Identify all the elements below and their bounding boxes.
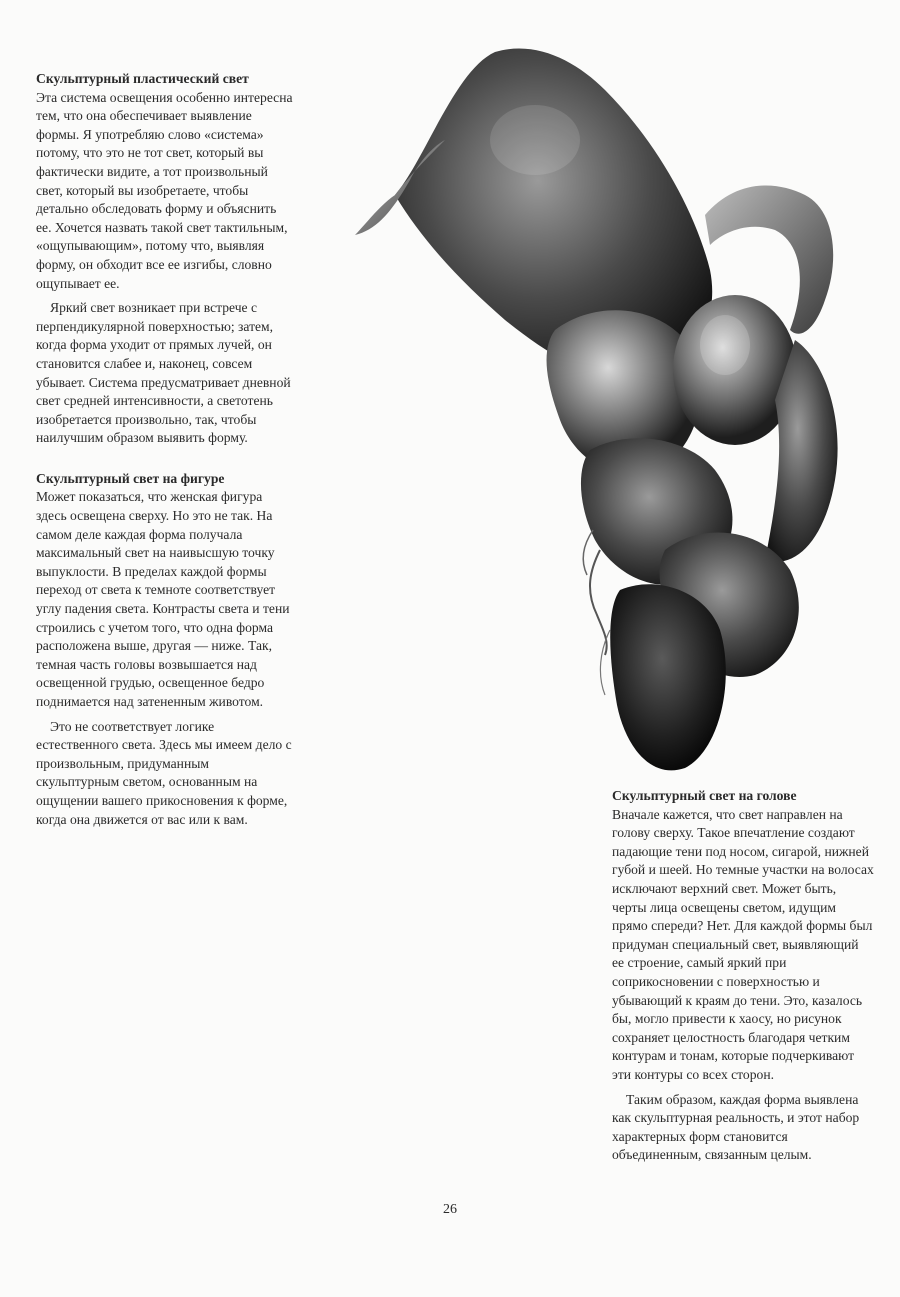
- page-number: 26: [443, 1202, 457, 1217]
- paragraph: Вначале кажется, что свет направлен на голову сверху. Такое впечатление создают падающие тени под носом, сигарой, нижней губой и шеей. Но темные участки на волосах исключают верхний свет. Может быть, черты лица освещены светом, идущим прямо спереди? Нет. Для каждой формы был придуман специальный свет, выявляющий ее строение, самый яркий при соприкосновении с поверхностью и убывающий к краям до тени. Это, казалось бы, могло привести к хаосу, но рисунок сохраняет целостность благодаря четким контурам и тонам, которые подчеркивают эти контуры со всех сторон.: [612, 806, 874, 1082]
- right-text-column: [612, 787, 874, 1165]
- heading-sculptural-light-head: Скульптурный свет на голове: [612, 788, 797, 803]
- figure-drawing-illustration: [335, 30, 880, 775]
- heading-sculptural-light-figure: Скульптурный свет на фигуре: [36, 470, 225, 486]
- paragraph: Это не соответствует логике естественного света. Здесь мы имеем дело с произвольным, придуманным скульптурным светом, основанным на ощущении вашего прикосновения к форме, когда она движется от вас или к вам.: [36, 718, 292, 827]
- section-sculptural-plastic-light: [36, 70, 294, 448]
- heading-sculptural-plastic-light: Скульптурный пластический свет: [36, 71, 249, 86]
- section-sculptural-light-figure: [36, 470, 294, 829]
- left-text-column: [36, 70, 294, 851]
- paragraph: Эта система освещения особенно интересна тем, что она обеспечивает выявление формы. Я употребляю слово «система» потому, что это не тот свет, который вы фактически видите, а тот произвольный свет, который вы изобретаете, чтобы детально обследовать форму и объяснить ее. Хочется назвать такой свет тактильным, «ощупывающим», потому что, выявляя форму, он обходит все ее изгибы, словно ощупывает ее.: [36, 89, 293, 291]
- paragraph: Таким образом, каждая форма выявлена как скульптурная реальность, и этот набор характерных форм становится объединенным, связанным целым.: [612, 1091, 860, 1163]
- paragraph: Может показаться, что женская фигура здесь освещена сверху. Но это не так. На самом деле каждая форма получала максимальный свет на наивысшую точку выпуклости. В пределах каждой формы переход от света к темноте соответствует углу падения света. Контрасты света и тени строились с учетом того, что одна форма расположена выше, другая — ниже. Так, темная часть головы возвышается над освещенной грудью, освещенное бедро поднимается над затененным животом.: [36, 489, 290, 709]
- paragraph: Яркий свет возникает при встрече с перпендикулярной поверхностью; затем, когда форма уходит от прямых лучей, он становится слабее и, наконец, совсем убывает. Система предусматривает дневной свет средней интенсивности, а светотень изобретается произвольно, так, чтобы наилучшим образом выявить форму.: [36, 300, 291, 446]
